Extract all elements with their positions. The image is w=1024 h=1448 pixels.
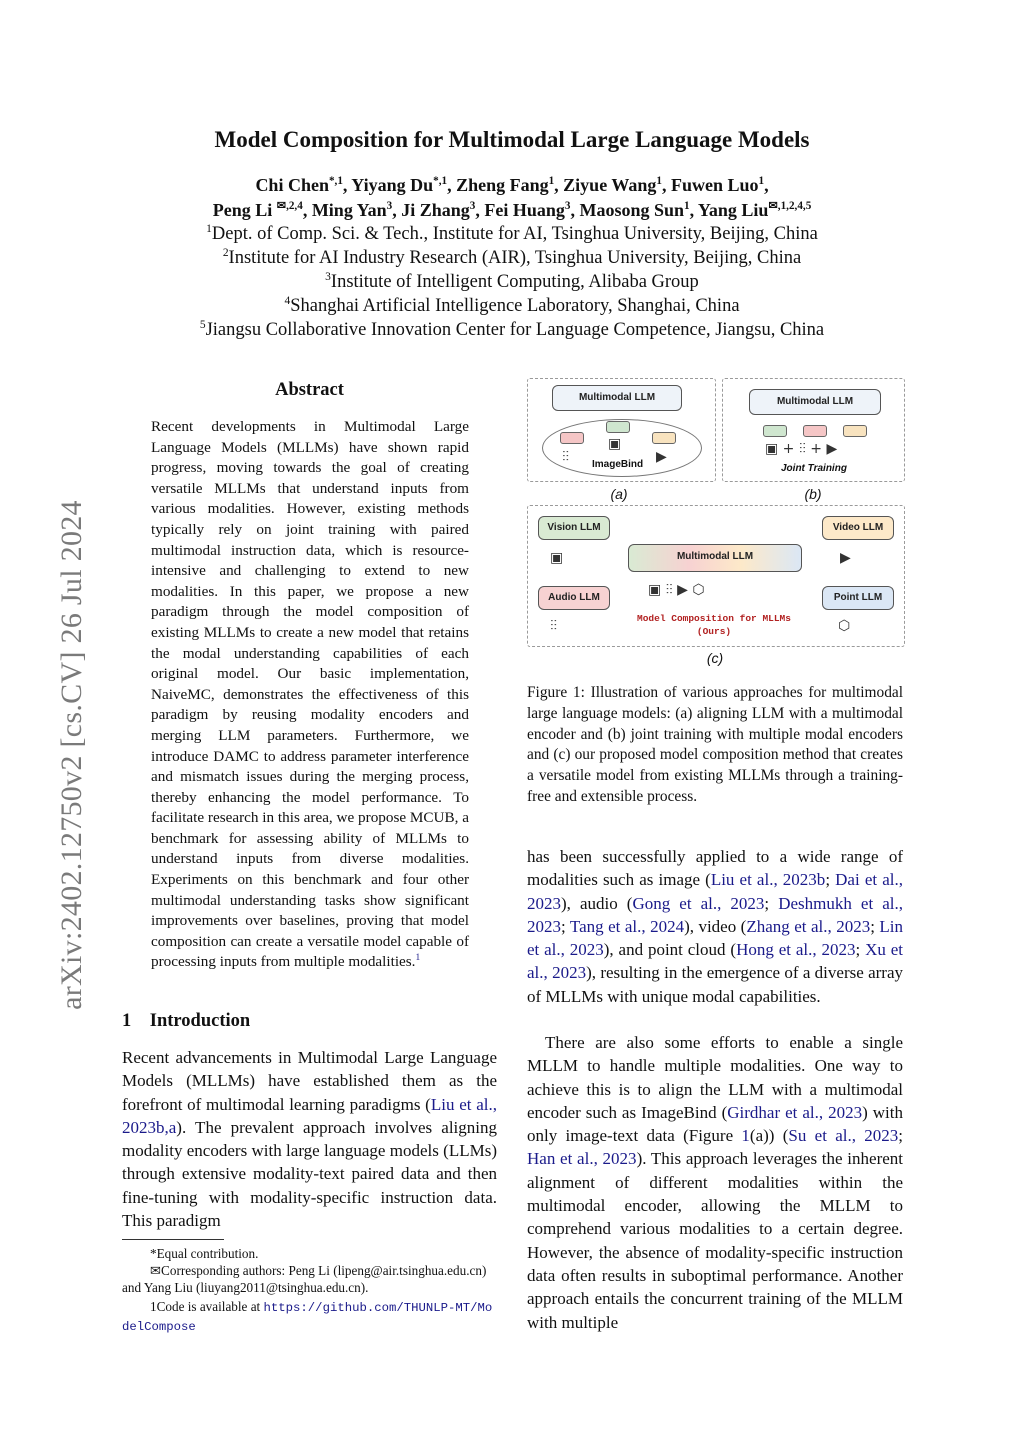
figure-panel-b [722,378,905,482]
author-line-1: Chi Chen$^{*,1}$, Yiyang $Du^{*,1}$, Zheng Fang$^1$, Ziyue Wang$^1$, Fuwen Luo$^1$, [255,175,769,195]
modality-token-chip [606,421,630,433]
vision-llm-box: Vision LLM [538,516,610,540]
footnote-equal: *Equal contribution. [150,1246,259,1261]
paragraph-text: (a)) ( [749,1126,789,1146]
figure-caption: Figure 1: Illustration of various approaches for multimodal large language models: (a) aligning LLM with a multimodal encoder and (b) joint training with multiple modal encoders and (c) our proposed model composition method that creates a versatile model from existing MLLMs through a training-free and extensible process. [527,684,903,805]
citation-link[interactable]: Tang et al., 2024 [569,916,685,936]
audio-llm-box: Audio LLM [538,586,610,610]
intro-paragraph: Recent advancements in Multimodal Large Language Models (MLLMs) have established them as the forefront of multimodal learning paradigms (Liu et al., 2023b,a). The prevalent approach involves aligning modality encoders with large language models (LLMs) through extensive modality-text paired data and then fine-tuning with modality-specific instruction data. This paradigm [122,1048,497,1231]
modality-token-chip [803,425,827,437]
paragraph-text: ) with only image-text data (Figure [527,1102,903,1146]
paragraph-text: ). This approach leverages the inherent alignment of different modalities within the multimodal encoder, allowing the MLLM to comprehend various modalities to a certain degree. However, the absence of modality-specific instruction data often results in suboptimal performance. Another approach entails the concurrent training of the MLLM with multiple [527,1149,903,1332]
citation-link[interactable]: Girdhar et al., 2023 [727,1102,863,1122]
affiliation-line: $^1$Dept. of Comp. Sci. & Tech., Institute for AI, Tsinghua University, Beijing, China [206,222,818,244]
abstract-heading: Abstract [275,380,344,400]
paragraph-text: ; [764,893,779,913]
right-column-paragraph-2 [527,1031,903,1334]
abstract-body: Recent developments in Multimodal Large Language Models (MLLMs) have shown rapid progress, moving towards the goal of creating versatile MLLMs that understand inputs from various modalities. However, existing methods typically rely on joint training with paired multimodal instruction data, which is resource-intensive and challenging to extend to new modalities. In this paper, we propose a new paradigm through the model composition of existing MLLMs to create a new model that retains the modal understanding capabilities of each original model. Our basic implementation, NaiveMC, demonstrates the effectiveness of this paradigm by reusing modality encoders and merging LLM parameters. Furthermore, we introduce DAMC to address parameter interference and mismatch issues during the merging process, thereby enhancing the model performance. To facilitate research in this area, we propose MCUB, a benchmark for assessing ability of MLLMs to understand inputs from diverse modalities. Experiments on this benchmark and four other multimodal understanding tasks show significant improvements over baselines, proving that model composition can create a versatile model capable of processing inputs from multiple modalities.$^1$ [151,418,469,971]
modality-token-chip [652,432,676,444]
modality-token-chip [843,425,867,437]
multimodal-llm-composed-box: Multimodal LLM [628,544,802,572]
point-cloud-icon: ⬡ [838,618,851,634]
paragraph-text: has been successfully applied to a wide range of modalities such as image ( [527,847,903,890]
modality-icons-row: ▣ ⫶⫶ ▶ ⬡ [648,582,705,598]
section-heading-introduction: 1 Introduction [122,1011,251,1031]
modality-token-chip [763,425,787,437]
citation-link[interactable]: 1 [741,1126,750,1146]
point-llm-box: Point LLM [822,586,894,610]
paragraph-text: ; [561,916,570,936]
video-icon: ▶ [656,449,667,465]
paragraph-text: ; [870,916,880,936]
paragraph-text: ; [898,1126,903,1146]
citation-link[interactable]: Liu et al., 2023b [710,870,826,890]
audio-wave-icon: ⫶⫶ [550,618,557,634]
footnote-rule [122,1239,224,1240]
audio-wave-icon: ⫶⫶ [562,449,569,465]
citation-link[interactable]: Han et al., 2023 [527,1149,637,1169]
citation-link[interactable]: Deshmukh et al., 2023 [527,893,903,936]
affiliation-line: $^2$Institute for AI Industry Research (AIR), Tsinghua University, Beijing, China [222,246,802,268]
citation-link[interactable]: Lin et al., 2023 [527,916,904,960]
image-icon: ▣ [608,436,622,452]
citation-link[interactable]: Su et al., 2023 [788,1126,899,1146]
paragraph-text: ; [825,870,836,890]
paragraph-text: There are also some efforts to enable a single MLLM to handle multiple modalities. One way to achieve this is to align the LLM with a multimodal encoder such as ImageBind ( [527,1033,903,1122]
panel-label-a: (a) [610,486,628,502]
image-icon: ▣ [550,550,564,566]
arxiv-identifier: arXiv:2402.12750v2 [cs.CV] 26 Jul 2024 [55,500,88,1010]
figure-panel-c [527,505,905,647]
author-line-2: Peng Li $^{✉,2,4}$, Ming Yan$^3$, Ji Zhang$^3$, Fei Huang$^3$, Maosong Sun$^1$, Yang Liu$^{✉,1,2,4,5}$ [212,200,812,220]
method-label: Model Composition for MLLMs (Ours) [637,613,791,637]
video-icon: ▶ [840,550,851,566]
footnote-corresponding: ✉Corresponding authors: Peng Li (lipeng@air.tsinghua.edu.cn) and Yang Liu (liuyang2011@tsinghua.edu.cn). [122,1263,487,1295]
citation-link[interactable]: Liu et al., 2023b,a [122,1094,497,1137]
paragraph-text: ), video ( [684,916,747,936]
right-column-paragraph-1 [527,845,903,1008]
paragraph-text: ), and point cloud ( [603,940,737,960]
video-llm-box: Video LLM [822,516,894,540]
footnote-code: 1Code is available at https://github.com/THUNLP-MT/ModelCompose [122,1299,493,1334]
citation-link[interactable]: Gong et al., 2023 [632,893,765,913]
citation-link[interactable]: Dai et al., 2023 [527,870,903,913]
panel-label-b: (b) [804,486,822,502]
paper-title: Model Composition for Multimodal Large Language Models [214,127,810,152]
citation-link[interactable]: Hong et al., 2023 [736,940,856,960]
figure-panel-a [527,378,716,482]
affiliation-line: $^3$Institute of Intelligent Computing, Alibaba Group [325,270,699,292]
modality-token-chip [560,432,584,444]
affiliation-line: $^4$Shanghai Artificial Intelligence Laboratory, Shanghai, China [284,294,740,316]
paragraph-text: ; [855,940,866,960]
citation-link[interactable]: Xu et al., 2023 [527,940,903,983]
citation-link[interactable]: Zhang et al., 2023 [746,916,871,936]
code-url-link[interactable]: https://github.com/THUNLP-MT/ModelCompose [122,1301,493,1334]
multimodal-llm-box: Multimodal LLM [749,389,881,415]
panel-label-c: (c) [706,650,724,666]
multimodal-llm-box: Multimodal LLM [552,385,682,411]
affiliation-line: $^5$Jiangsu Collaborative Innovation Center for Language Competence, Jiangsu, China [199,318,825,340]
joint-training-label: Joint Training [781,463,847,474]
paragraph-text: ), resulting in the emergence of a diverse array of MLLMs with unique modal capabilities. [527,963,903,1006]
image-icon: ▣ + ⫶⫶ + ▶ [765,441,838,457]
paragraph-text: ), audio ( [561,893,633,913]
imagebind-label: ImageBind [592,459,644,470]
